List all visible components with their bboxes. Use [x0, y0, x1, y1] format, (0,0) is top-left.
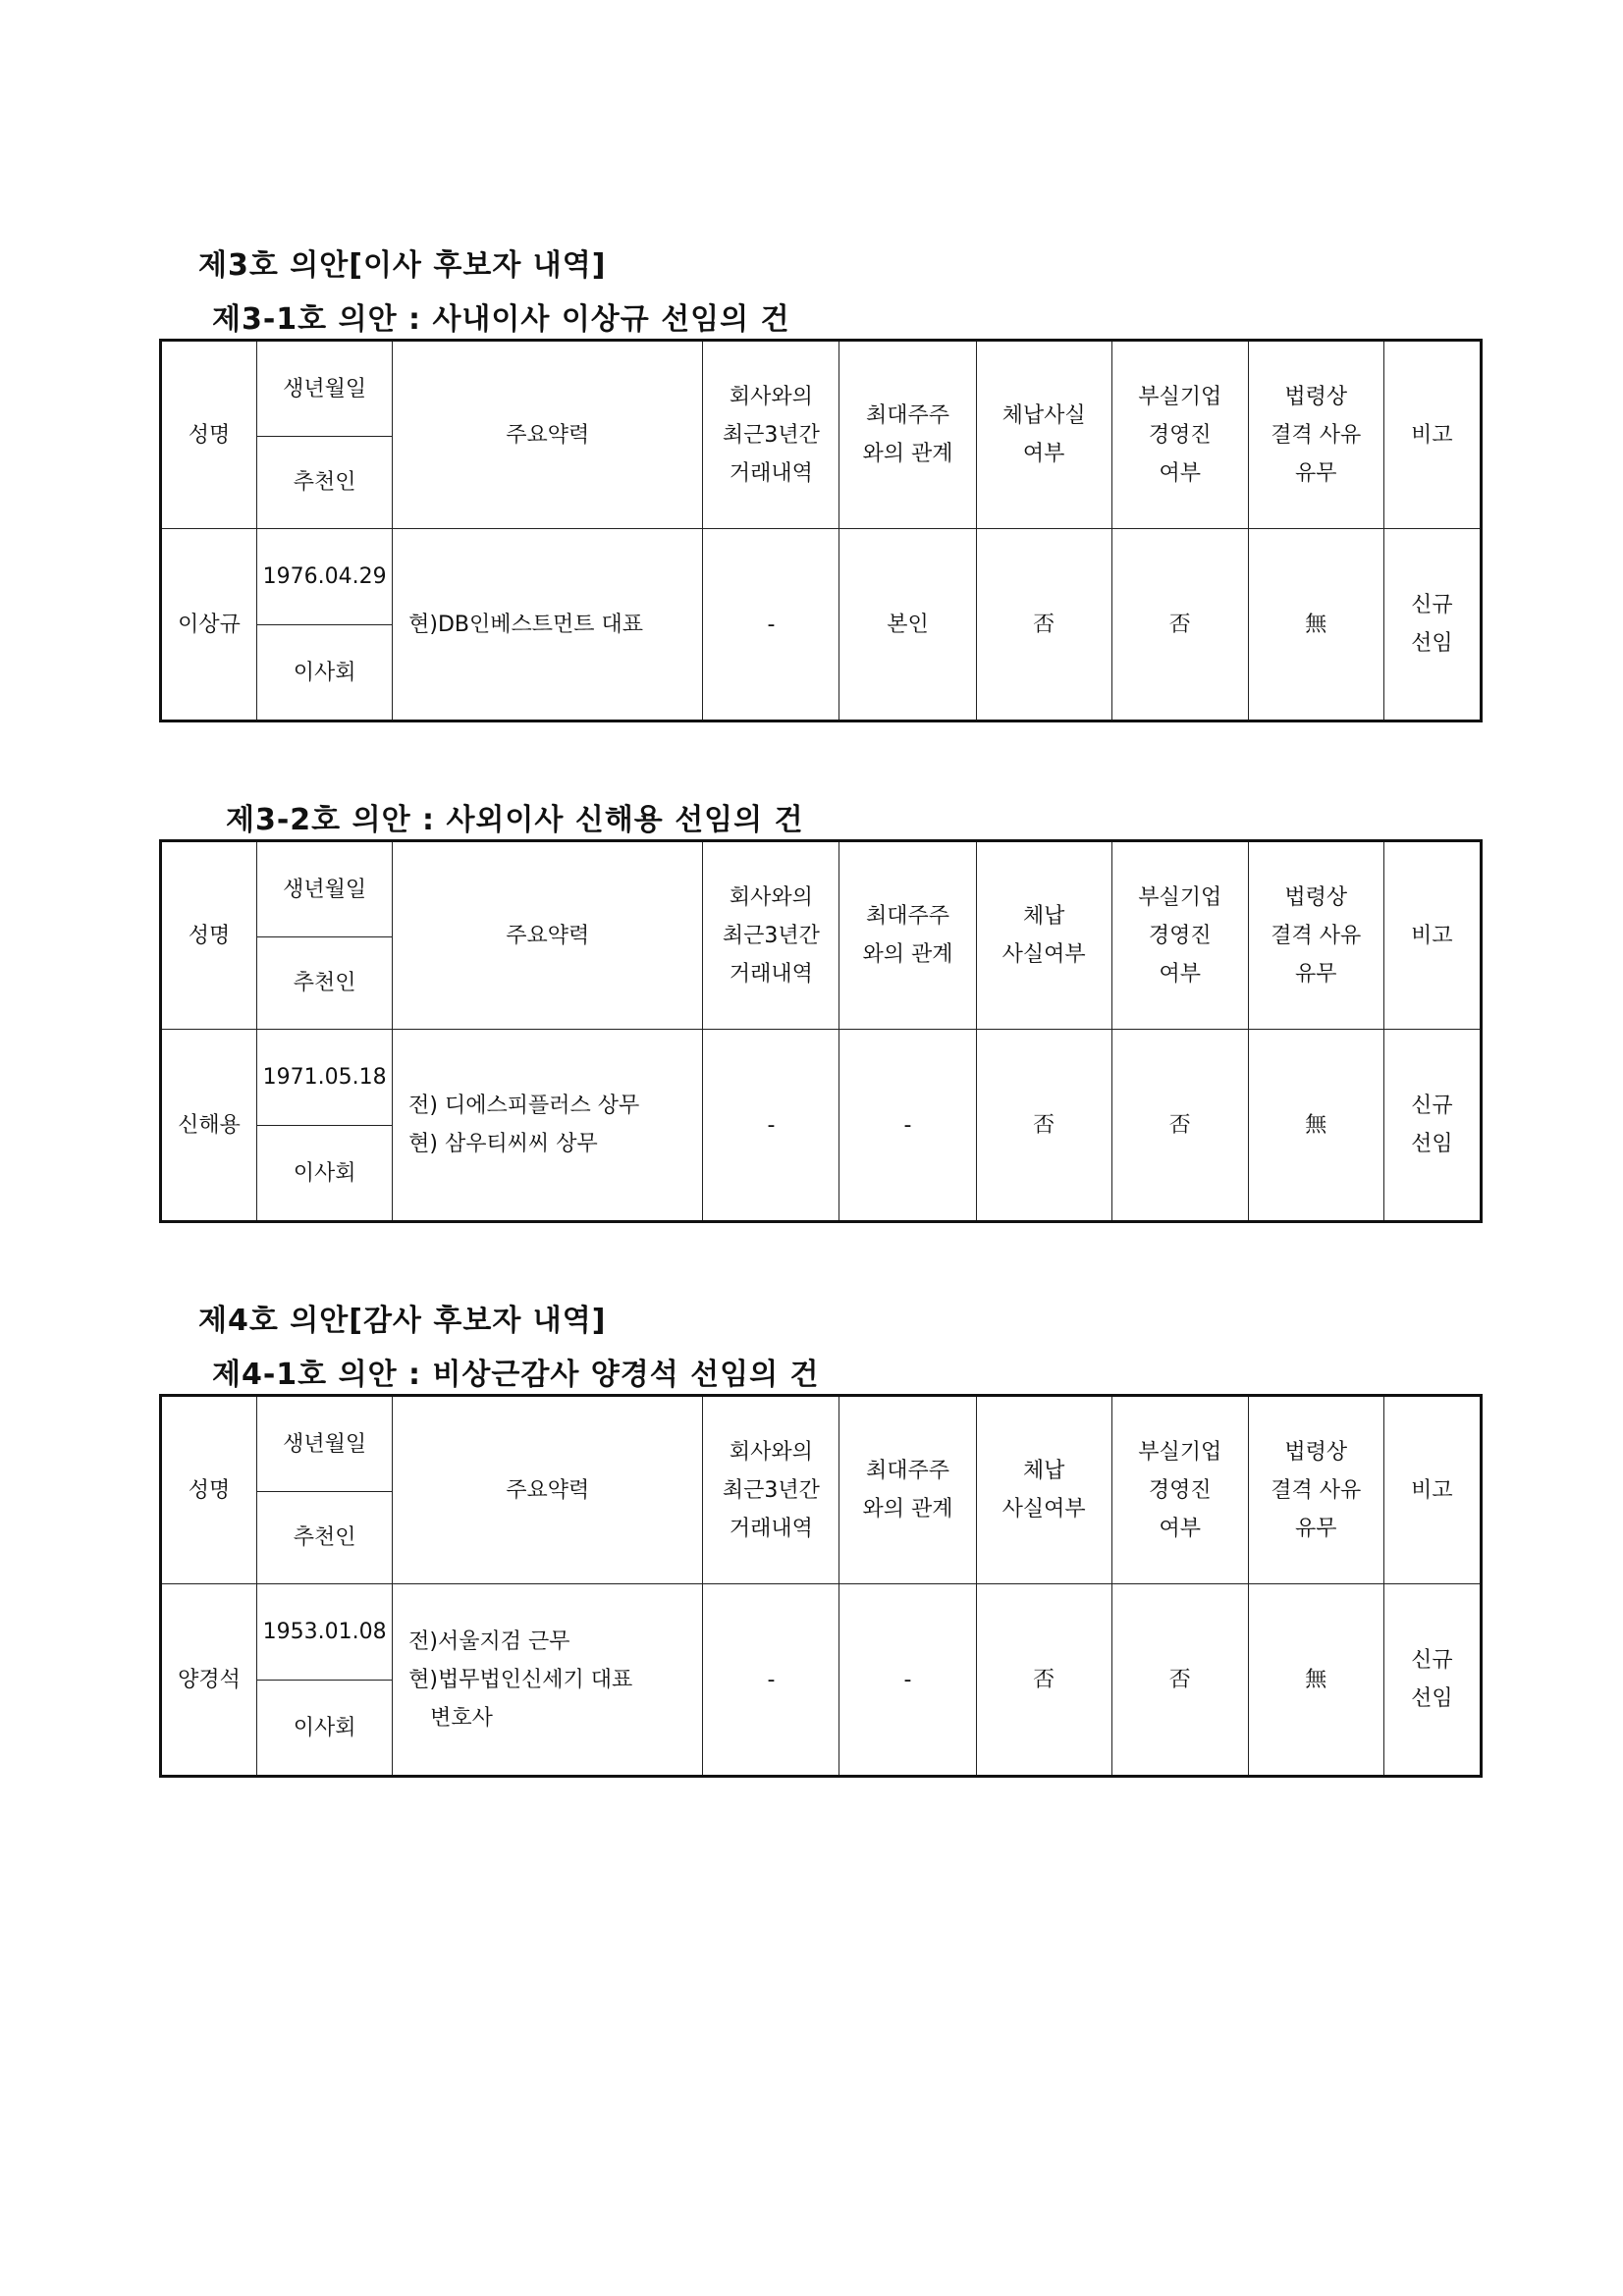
candidate-note: 신규 선임	[1383, 529, 1481, 721]
candidate-table-2	[159, 839, 1483, 1223]
candidate-legal: 無	[1248, 529, 1383, 721]
header-recommender: 추천인	[257, 437, 393, 529]
header-birth: 생년월일	[257, 341, 393, 437]
header-note: 비고	[1383, 341, 1481, 529]
header-birth: 생년월일	[257, 1396, 393, 1492]
candidate-tax: 否	[976, 1030, 1111, 1222]
candidate-recommender: 이사회	[257, 1681, 393, 1777]
header-tax: 체납사실 여부	[976, 341, 1111, 529]
candidate-tax: 否	[976, 529, 1111, 721]
candidate-table-1	[159, 339, 1483, 722]
header-name: 성명	[161, 341, 257, 529]
header-tax: 체납 사실여부	[976, 1396, 1111, 1584]
header-recommender: 추천인	[257, 1492, 393, 1584]
header-legal: 법령상 결격 사유 유무	[1248, 341, 1383, 529]
agenda3-2-heading: 제3-2호 의안 : 사외이사 신해용 선임의 건	[226, 803, 804, 837]
agenda3-heading: 제3호 의안[이사 후보자 내역]	[198, 248, 607, 283]
candidate-career: 현)DB인베스트먼트 대표	[393, 529, 703, 721]
header-career: 주요약력	[393, 1396, 703, 1584]
candidate-transactions: -	[703, 1584, 839, 1777]
header-relation: 최대주주 와의 관계	[839, 841, 976, 1030]
candidate-relation: -	[839, 1030, 976, 1222]
candidate-recommender: 이사회	[257, 625, 393, 721]
candidate-name: 신해용	[161, 1030, 257, 1222]
header-career: 주요약력	[393, 341, 703, 529]
candidate-legal: 無	[1248, 1584, 1383, 1777]
header-relation: 최대주주 와의 관계	[839, 341, 976, 529]
header-insolvent: 부실기업 경영진 여부	[1111, 841, 1248, 1030]
header-insolvent: 부실기업 경영진 여부	[1111, 341, 1248, 529]
candidate-recommender: 이사회	[257, 1126, 393, 1222]
header-legal: 법령상 결격 사유 유무	[1248, 841, 1383, 1030]
header-recommender: 추천인	[257, 937, 393, 1030]
header-name: 성명	[161, 841, 257, 1030]
candidate-relation: -	[839, 1584, 976, 1777]
candidate-name: 양경석	[161, 1584, 257, 1777]
header-transactions: 회사와의 최근3년간 거래내역	[703, 341, 839, 529]
header-transactions: 회사와의 최근3년간 거래내역	[703, 1396, 839, 1584]
candidate-insolvent: 否	[1111, 529, 1248, 721]
candidate-note: 신규 선임	[1383, 1030, 1481, 1222]
candidate-legal: 無	[1248, 1030, 1383, 1222]
candidate-career: 전) 디에스피플러스 상무 현) 삼우티씨씨 상무	[393, 1030, 703, 1222]
header-transactions: 회사와의 최근3년간 거래내역	[703, 841, 839, 1030]
candidate-transactions: -	[703, 1030, 839, 1222]
agenda4-heading: 제4호 의안[감사 후보자 내역]	[198, 1304, 607, 1338]
candidate-name: 이상규	[161, 529, 257, 721]
header-note: 비고	[1383, 1396, 1481, 1584]
candidate-transactions: -	[703, 529, 839, 721]
candidate-table-3	[159, 1394, 1483, 1778]
header-birth: 생년월일	[257, 841, 393, 937]
candidate-career: 전)서울지검 근무 현)법무법인신세기 대표 변호사	[393, 1584, 703, 1777]
candidate-note: 신규 선임	[1383, 1584, 1481, 1777]
candidate-relation: 본인	[839, 529, 976, 721]
header-career: 주요약력	[393, 841, 703, 1030]
agenda4-1-heading: 제4-1호 의안 : 비상근감사 양경석 선임의 건	[212, 1358, 820, 1392]
header-relation: 최대주주 와의 관계	[839, 1396, 976, 1584]
header-note: 비고	[1383, 841, 1481, 1030]
candidate-birth: 1976.04.29	[257, 529, 393, 625]
agenda3-1-heading: 제3-1호 의안 : 사내이사 이상규 선임의 건	[212, 302, 790, 337]
candidate-birth: 1971.05.18	[257, 1030, 393, 1126]
candidate-insolvent: 否	[1111, 1584, 1248, 1777]
candidate-tax: 否	[976, 1584, 1111, 1777]
header-legal: 법령상 결격 사유 유무	[1248, 1396, 1383, 1584]
header-name: 성명	[161, 1396, 257, 1584]
candidate-insolvent: 否	[1111, 1030, 1248, 1222]
candidate-birth: 1953.01.08	[257, 1584, 393, 1681]
header-insolvent: 부실기업 경영진 여부	[1111, 1396, 1248, 1584]
header-tax: 체납 사실여부	[976, 841, 1111, 1030]
